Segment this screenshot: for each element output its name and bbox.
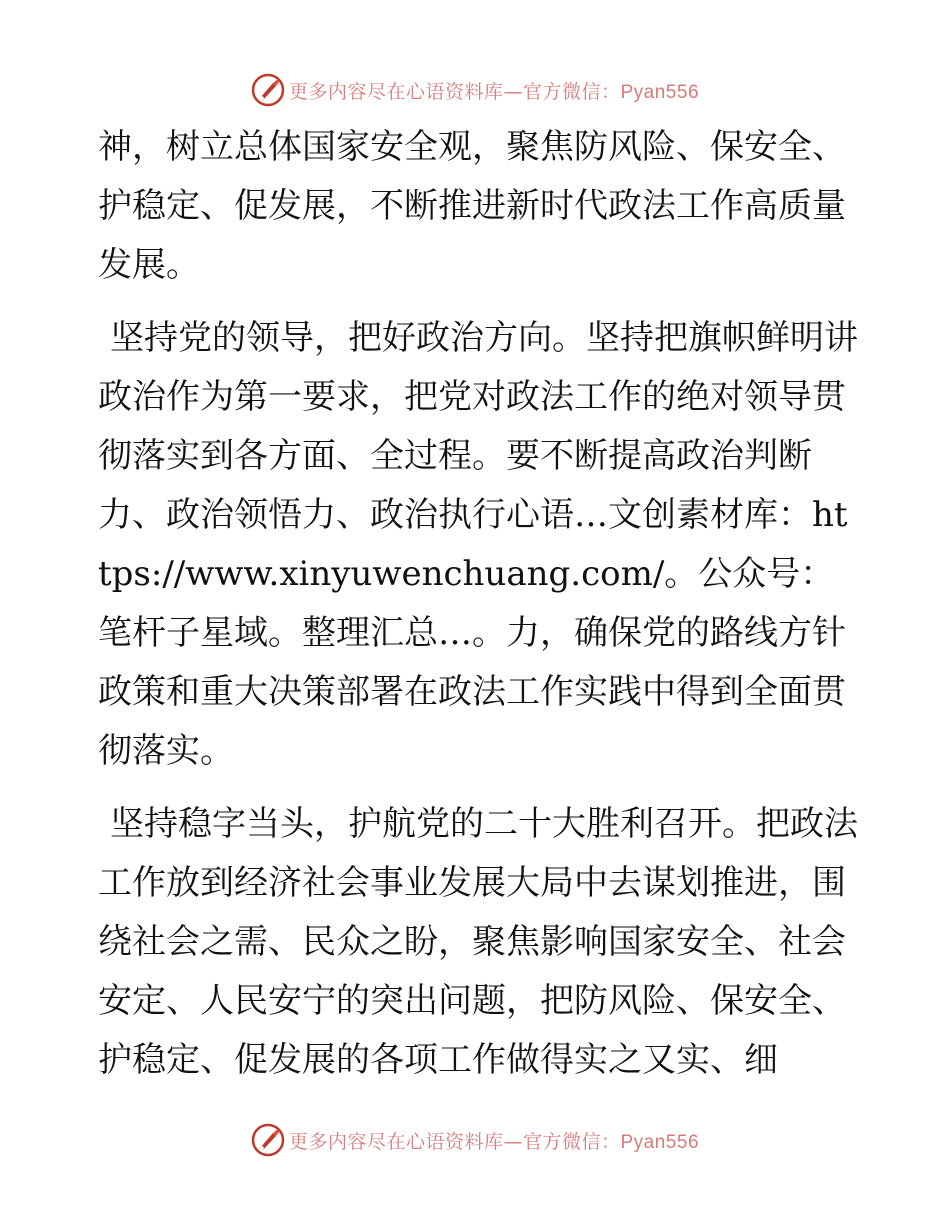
header-watermark <box>0 72 950 108</box>
quill-pen-logo-icon <box>251 73 285 107</box>
quill-pen-logo-icon <box>251 1123 285 1157</box>
watermark-text: 更多内容尽在心语资料库—官方微信：Pyan556 <box>288 80 700 103</box>
footer-watermark <box>0 1122 950 1158</box>
paragraph-2: 坚持党的领导，把好政治方向。坚持把旗帜鲜明讲政治作为第一要求，把党对政法工作的绝对领导贯彻落实到各方面、全过程。要不断提高政治判断力、政治领悟力、政治执行心语…文创素材库：https://www.xinyuwenchuang.com/。公众号：笔杆子星域。整理汇总…。力，确保党的路线方针政策和重大决策部署在政法工作实践中得到全面贯彻落实。 <box>98 318 858 771</box>
paragraph-1: 神，树立总体国家安全观，聚焦防风险、保安全、护稳定、促发展，不断推进新时代政法工作高质量发展。 <box>98 127 846 285</box>
paragraph-3: 坚持稳字当头，护航党的二十大胜利召开。把政法工作放到经济社会事业发展大局中去谋划推进，围绕社会之需、民众之盼，聚焦影响国家安全、社会安定、人民安宁的突出问题，把防风险、保安全、护稳定、促发展的各项工作做得实之又实、细 <box>98 804 858 1080</box>
watermark-text: 更多内容尽在心语资料库—官方微信：Pyan556 <box>288 1130 700 1153</box>
document-body <box>98 118 858 1104</box>
